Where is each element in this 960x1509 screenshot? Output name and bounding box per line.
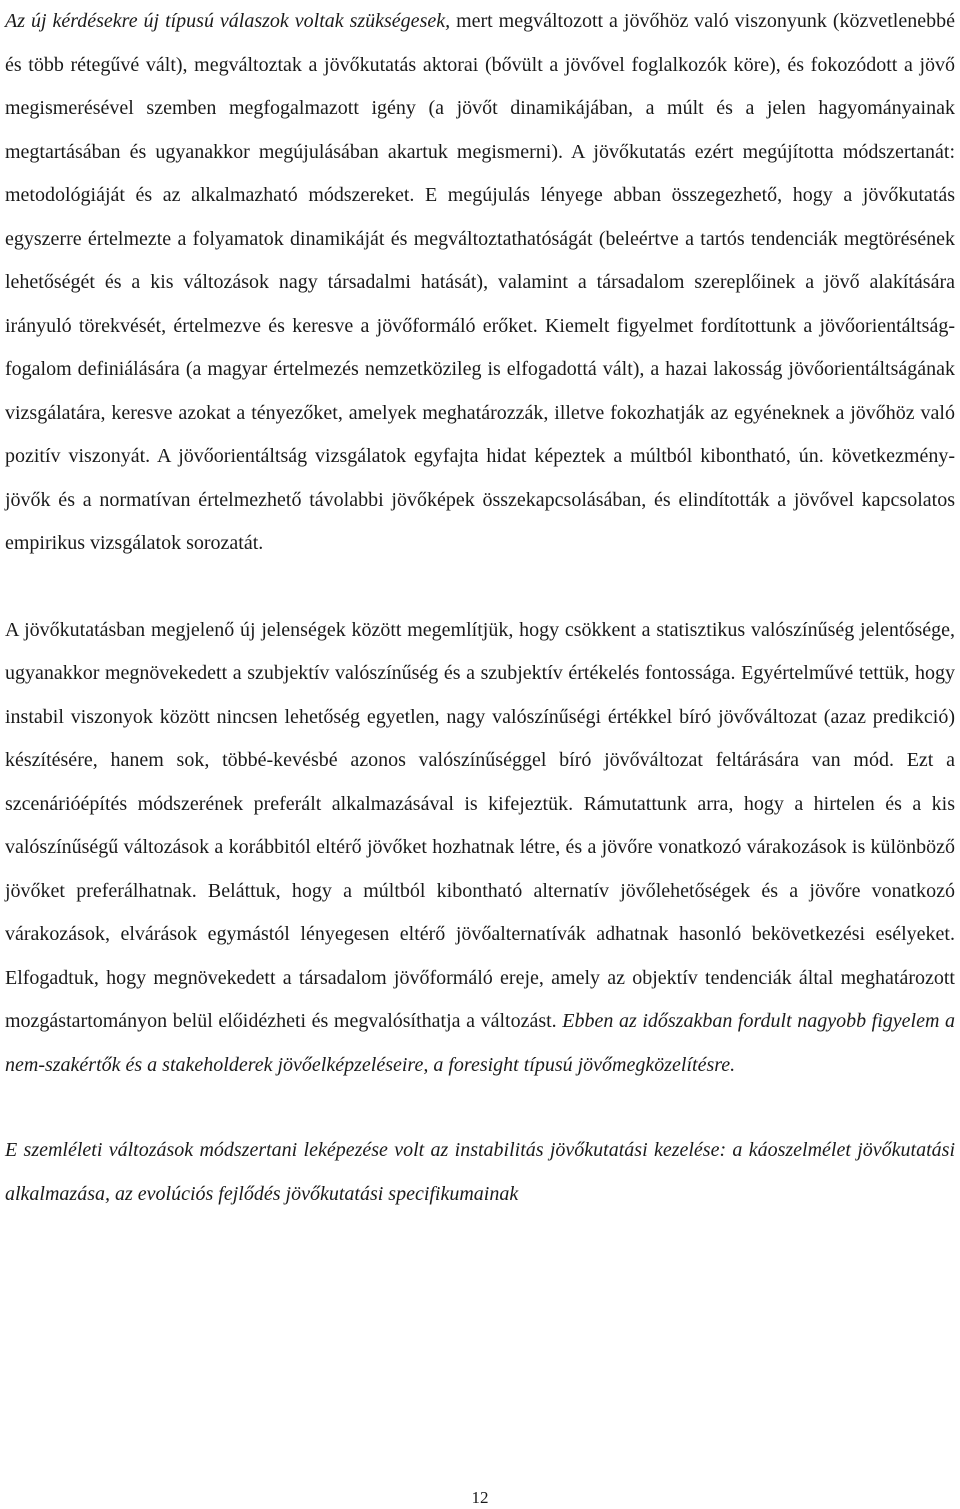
paragraph-1-body: mert megváltozott a jövőhöz való viszonyunk (közvetlenebbé és több rétegűvé vált), megváltoztak a jövőkutatás aktorai (bővült a jövővel foglalkozók köre), és fokozódott a jövő megismerésével szemben megfogalmazott igény (a jövőt dinamikájában, a múlt és a jelen hagyományainak megtartásában és ugyanakkor megújulásában akartuk megismerni). A jövőkutatás ezért megújította módszertanát: metodológiáját és az alkalmazható módszereket. E megújulás lényege abban összegezhető, hogy a jövőkutatás egyszerre értelmezte a folyamatok dinamikáját és megváltoztathatóságát (beleértve a tartós tendenciák megtörésének lehetőségét és a kis változások nagy társadalmi hatását), valamint a társadalom szereplőinek a jövő alakítására irányuló törekvését, értelmezve és keresve a jövőformáló erőket. Kiemelt figyelmet fordítottunk a jövőorientáltság-fogalom definiálására (a magyar értelmezés nemzetközileg is elfogadottá vált), a hazai lakosság jövőorientáltságának vizsgálatára, keresve azokat a tényezőket, amelyek meghatározzák, illetve fokozhatják az egyéneknek a jövőhöz való pozitív viszonyát. A jövőorientáltság vizsgálatok egyfajta hidat képeztek a múltból kibontható, ún. következmény-jövők és a normatívan értelmezhető távolabbi jövőképek összekapcsolásában, és elindították a jövővel kapcsolatos empirikus vizsgálatok sorozatát. xyxy=(5,10,955,554)
paragraph-2 xyxy=(5,609,955,1088)
paragraph-3 xyxy=(5,1129,955,1216)
document-page xyxy=(5,0,955,1216)
paragraph-3-italic-body: E szemléleti változások módszertani leképezése volt az instabilitás jövőkutatási kezelése: a káoszelmélet jövőkutatási alkalmazása, az evolúciós fejlődés jövőkutatási specifikumainak xyxy=(5,1139,955,1205)
page-number: 12 xyxy=(471,1488,489,1507)
paragraph-1 xyxy=(5,0,955,566)
paragraph-2-italic-tail: Ebben az időszakban fordult nagyobb figyelem a nem-szakértők és a stakeholderek jövőelképzeléseire, a foresight típusú jövőmegközelítésre. xyxy=(5,1010,956,1076)
paragraph-1-italic-lead: Az új kérdésekre új típusú válaszok voltak szükségesek, xyxy=(5,10,451,32)
paragraph-2-body: A jövőkutatásban megjelenő új jelenségek között megemlítjük, hogy csökkent a statisztikus valószínűség jelentősége, ugyanakkor megnövekedett a szubjektív valószínűség és a szubjektív értékelés fontossága. Egyértelművé tettük, hogy instabil viszonyok között nincsen lehetőség egyetlen, nagy valószínűségi értékkel bíró jövőváltozat (azaz predikció) készítésére, hanem sok, többé-kevésbé azonos valószínűséggel bíró jövőváltozat feltárására van mód. Ezt a szcenárióépítés módszerének preferált alkalmazásával is kifejeztük. Rámutattunk arra, hogy a hirtelen és a kis valószínűségű változások a korábbitól eltérő jövőket hozhatnak létre, és a jövőre vonatkozó várakozások is különböző jövőket preferálhatnak. Beláttuk, hogy a múltból kibontható alternatív jövőlehetőségek és a jövőre vonatkozó várakozások, elvárások egymástól lényegesen eltérő jövőalternatívák adhatnak hasonló bekövetkezési esélyeket. Elfogadtuk, hogy megnövekedett a társadalom jövőformáló ereje, amely az objektív tendenciák által meghatározott mozgástartományon belül előidézheti és megvalósíthatja a változást. xyxy=(5,618,955,1032)
